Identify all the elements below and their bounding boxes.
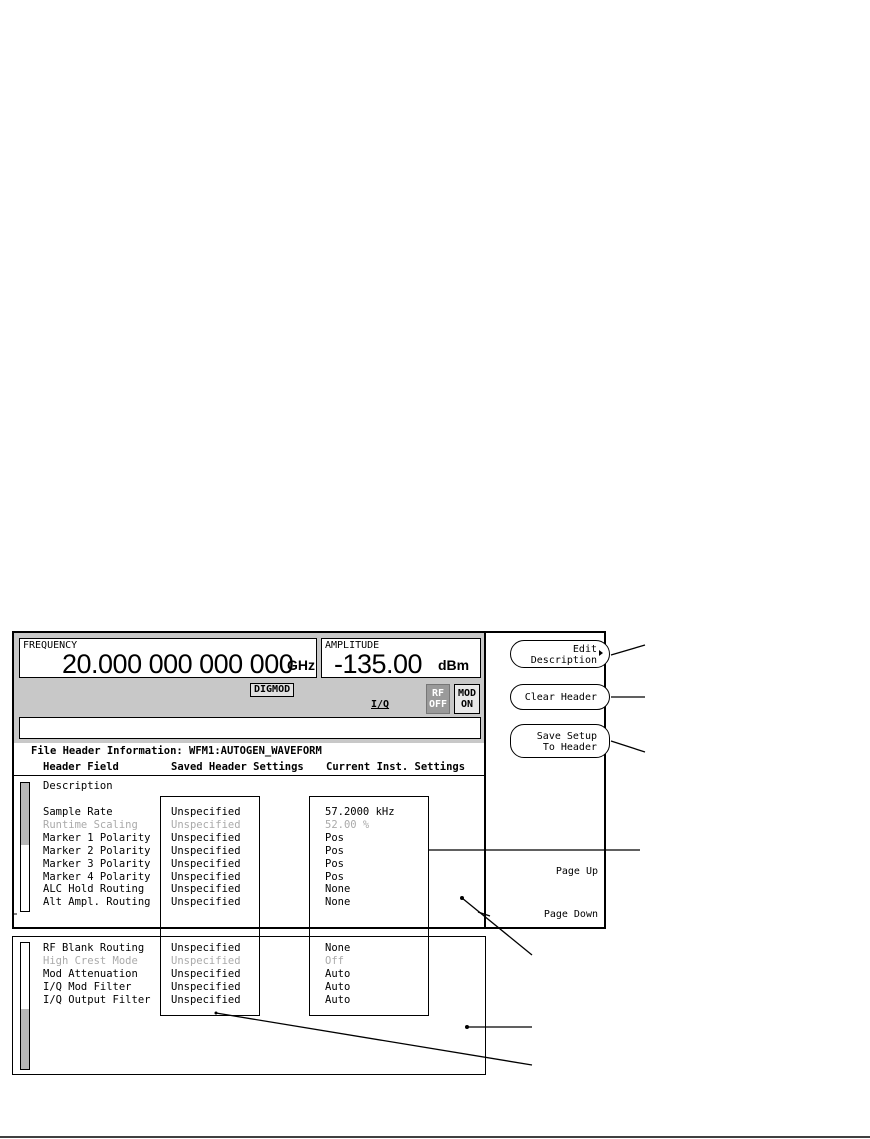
saved-setting-cell[interactable]: Unspecified xyxy=(171,883,241,896)
header-field-cell[interactable]: ALC Hold Routing xyxy=(43,883,145,896)
column-header-current: Current Inst. Settings xyxy=(326,761,466,773)
current-setting-cell[interactable]: Auto xyxy=(325,967,351,980)
page-down-softkey[interactable]: Page Down xyxy=(543,909,598,920)
column-header-saved: Saved Header Settings xyxy=(171,761,304,773)
column-header-field: Header Field xyxy=(43,761,119,773)
amplitude-unit: dBm xyxy=(438,657,470,673)
digmod-annunciator: DIGMOD xyxy=(250,683,294,697)
rf-off-line2: OFF xyxy=(428,699,448,710)
current-setting-cell[interactable]: Pos xyxy=(325,857,344,870)
header-field-cell[interactable]: Marker 2 Polarity xyxy=(43,844,151,857)
header-field-cell[interactable]: I/Q Mod Filter xyxy=(43,980,132,993)
mod-on-line2: ON xyxy=(460,699,474,710)
clear-header-label: Clear Header xyxy=(524,692,597,703)
mod-on-line1: MOD xyxy=(457,688,477,699)
saved-setting-cell[interactable]: Unspecified xyxy=(171,980,241,993)
current-setting-cell[interactable]: None xyxy=(325,883,351,896)
current-setting-cell[interactable]: Auto xyxy=(325,993,351,1006)
header-field-cell[interactable]: Marker 3 Polarity xyxy=(43,857,151,870)
edit-description-line1: Edit xyxy=(572,644,597,655)
current-setting-cell[interactable]: Off xyxy=(325,954,344,967)
header-field-cell[interactable]: Marker 1 Polarity xyxy=(43,831,151,844)
header-field-cell[interactable]: Runtime Scaling xyxy=(43,818,138,831)
saved-setting-cell[interactable]: Unspecified xyxy=(171,857,241,870)
header-field-cell[interactable]: I/Q Output Filter xyxy=(43,993,151,1006)
saved-setting-cell[interactable]: Unspecified xyxy=(171,942,241,954)
rf-off-line1: RF xyxy=(431,688,445,699)
page-up-softkey[interactable]: Page Up xyxy=(555,866,598,877)
frequency-unit: GHz xyxy=(287,657,315,673)
current-setting-cell[interactable]: 52.00 % xyxy=(325,818,370,831)
save-setup-line2: To Header xyxy=(542,742,597,753)
saved-setting-cell[interactable]: Unspecified xyxy=(171,844,241,857)
iq-annunciator: I/Q xyxy=(371,699,390,710)
frequency-value: 20.000 000 000 000 xyxy=(62,649,294,679)
header-field-cell[interactable]: Marker 4 Polarity xyxy=(43,870,151,883)
header-field-cell[interactable]: Mod Attenuation xyxy=(43,967,138,980)
saved-setting-cell[interactable]: Unspecified xyxy=(171,896,241,909)
amplitude-label: AMPLITUDE xyxy=(325,640,380,651)
saved-setting-cell[interactable]: Unspecified xyxy=(171,831,241,844)
frequency-label: FREQUENCY xyxy=(23,640,78,651)
header-field-cell[interactable]: Sample Rate xyxy=(43,806,113,818)
saved-setting-cell[interactable]: Unspecified xyxy=(171,993,241,1006)
header-field-cell[interactable]: Alt Ampl. Routing xyxy=(43,896,151,909)
current-setting-cell[interactable]: Pos xyxy=(325,870,344,883)
description-label[interactable]: Description xyxy=(43,780,113,792)
current-setting-cell[interactable]: Auto xyxy=(325,980,351,993)
saved-setting-cell[interactable]: Unspecified xyxy=(171,954,241,967)
header-field-cell[interactable]: RF Blank Routing xyxy=(43,942,145,954)
file-header-title: File Header Information: WFM1:AUTOGEN_WAVEFORM xyxy=(31,745,322,757)
save-setup-line1: Save Setup xyxy=(536,731,597,742)
saved-setting-cell[interactable]: Unspecified xyxy=(171,806,241,818)
header-field-cell[interactable]: High Crest Mode xyxy=(43,954,138,967)
current-setting-cell[interactable]: 57.2000 kHz xyxy=(325,806,395,818)
current-setting-cell[interactable]: Pos xyxy=(325,844,344,857)
saved-setting-cell[interactable]: Unspecified xyxy=(171,870,241,883)
current-setting-cell[interactable]: None xyxy=(325,896,351,909)
saved-setting-cell[interactable]: Unspecified xyxy=(171,967,241,980)
saved-setting-cell[interactable]: Unspecified xyxy=(171,818,241,831)
amplitude-value: -135.00 xyxy=(334,649,423,679)
current-setting-cell[interactable]: None xyxy=(325,942,351,954)
current-setting-cell[interactable]: Pos xyxy=(325,831,344,844)
edit-description-line2: Description xyxy=(530,655,597,666)
